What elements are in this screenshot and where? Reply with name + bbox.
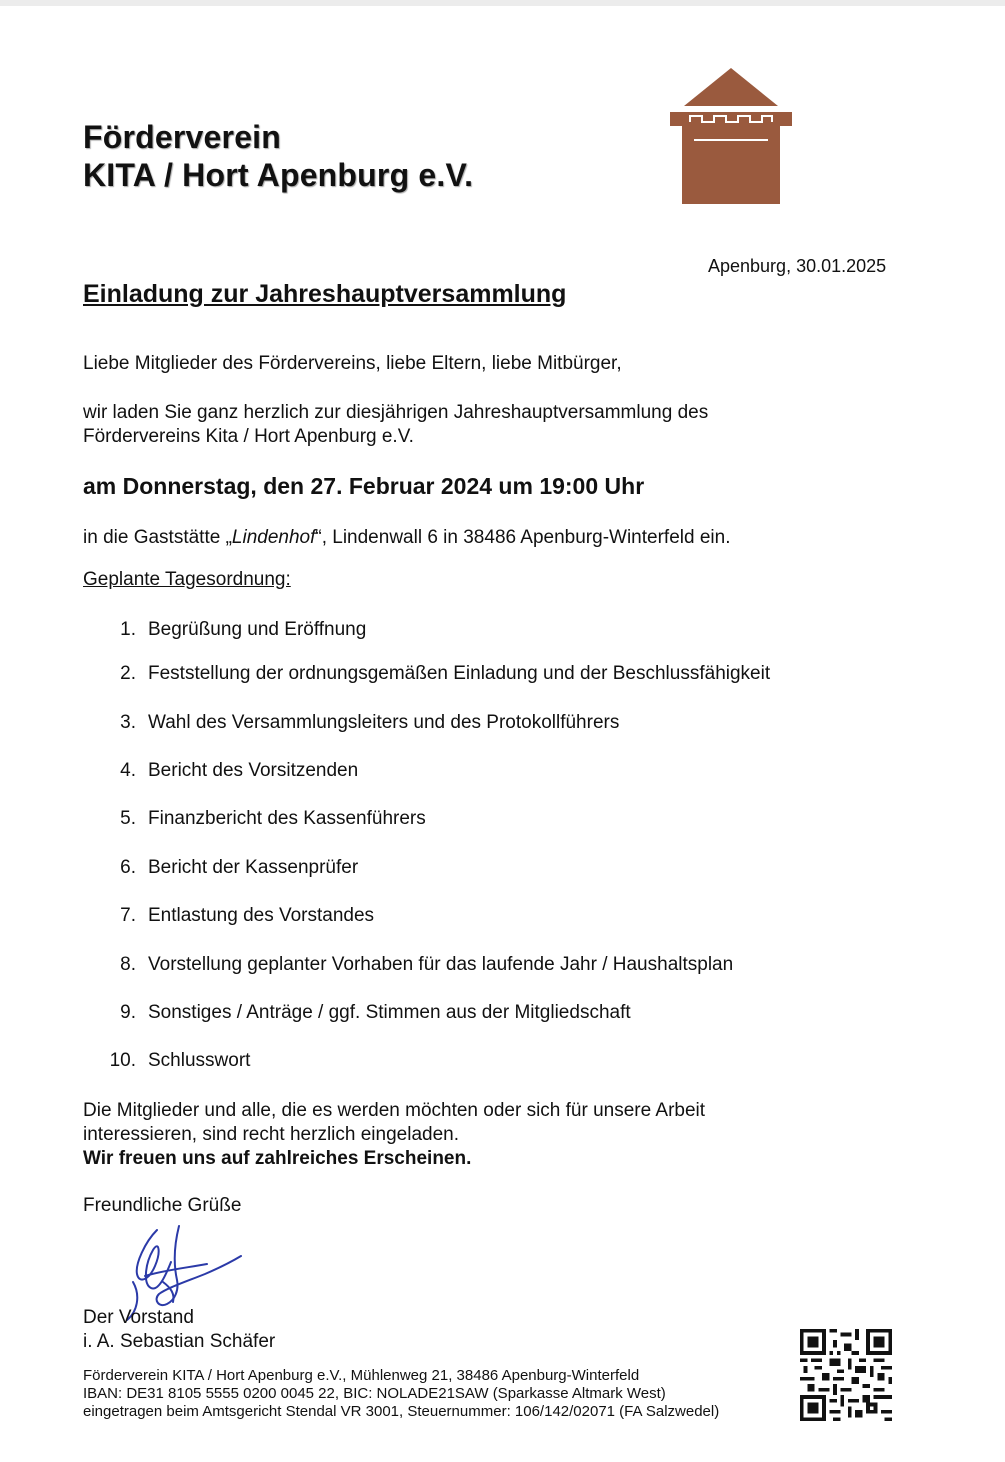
agenda-item-text: Bericht des Vorsitzenden (148, 760, 359, 781)
top-band (0, 0, 1005, 6)
closing-line2: interessieren, sind recht herzlich eingeladen. (83, 1124, 459, 1145)
agenda-item-text: Vorstellung geplanter Vorhaben für das laufende Jahr / Haushaltsplan (148, 954, 734, 975)
closing-line3: Wir freuen uns auf zahlreiches Erscheinen. (83, 1148, 472, 1169)
footer-address: Förderverein KITA / Hort Apenburg e.V., Mühlenweg 21, 38486 Apenburg-Winterfeld (83, 1367, 640, 1384)
agenda-title: Geplante Tagesordnung: (83, 569, 291, 590)
closing-line1: Die Mitglieder und alle, die es werden möchten oder sich für unsere Arbeit (83, 1100, 706, 1121)
agenda-item-number: 7. (120, 905, 136, 926)
agenda-item-number: 10. (109, 1050, 136, 1071)
footer (83, 1367, 719, 1421)
footer-bank: IBAN: DE31 8105 5555 0200 0045 22, BIC: NOLADE21SAW (Sparkasse Altmark West) (83, 1385, 666, 1402)
org-title-line2: KITA / Hort Apenburg e.V. (83, 157, 474, 193)
intro-line1: wir laden Sie ganz herzlich zur diesjährigen Jahreshauptversammlung des (83, 402, 709, 423)
location-before: in die Gaststätte „ (83, 527, 232, 548)
signer-line1: Der Vorstand (83, 1307, 194, 1328)
agenda-item-text: Bericht der Kassenprüfer (148, 857, 359, 878)
closing-paragraph (83, 1099, 705, 1171)
event-date-time: am Donnerstag, den 27. Februar 2024 um 19:00 Uhr (83, 473, 645, 499)
page-title: Einladung zur Jahreshauptversammlung (83, 280, 567, 308)
greeting: Freundliche Grüße (83, 1195, 242, 1216)
agenda-item-number: 6. (120, 857, 136, 878)
agenda-item-number: 3. (120, 712, 136, 733)
signer-block (83, 1306, 275, 1354)
salutation: Liebe Mitglieder des Fördervereins, liebe Eltern, liebe Mitbürger, (83, 353, 622, 374)
organization-title (83, 118, 473, 194)
agenda-item-number: 5. (120, 808, 136, 829)
agenda-item-number: 2. (120, 663, 136, 684)
agenda-item-number: 8. (120, 954, 136, 975)
agenda-item-text: Sonstiges / Anträge / ggf. Stimmen aus der Mitgliedschaft (148, 1002, 631, 1023)
qr-code-icon (798, 1329, 894, 1421)
agenda-item-text: Begrüßung und Eröffnung (148, 619, 367, 640)
agenda-item-text: Entlastung des Vorstandes (148, 905, 375, 926)
signer-line2: i. A. Sebastian Schäfer (83, 1331, 276, 1352)
letter-date: Apenburg, 30.01.2025 (708, 256, 887, 276)
location-after: “, Lindenwall 6 in 38486 Apenburg-Winterfeld ein. (315, 527, 731, 548)
location-line (83, 526, 730, 550)
org-title-line1: Förderverein (83, 119, 282, 155)
agenda-item-text: Finanzbericht des Kassenführers (148, 808, 426, 829)
agenda-item-number: 4. (120, 760, 136, 781)
intro-line2: Fördervereins Kita / Hort Apenburg e.V. (83, 426, 414, 447)
intro-paragraph (83, 401, 708, 449)
agenda-item-number: 9. (120, 1002, 136, 1023)
venue-name: Lindenhof (231, 527, 316, 548)
agenda-item-text: Schlusswort (148, 1050, 251, 1071)
agenda-item-number: 1. (120, 619, 136, 640)
castle-tower-logo-icon (668, 66, 794, 206)
footer-registry: eingetragen beim Amtsgericht Stendal VR 3001, Steuernummer: 106/142/02071 (FA Salzwedel) (83, 1403, 720, 1420)
agenda-item-text: Feststellung der ordnungsgemäßen Einladung und der Beschlussfähigkeit (148, 663, 771, 684)
agenda-item-text: Wahl des Versammlungsleiters und des Protokollführers (148, 712, 620, 733)
